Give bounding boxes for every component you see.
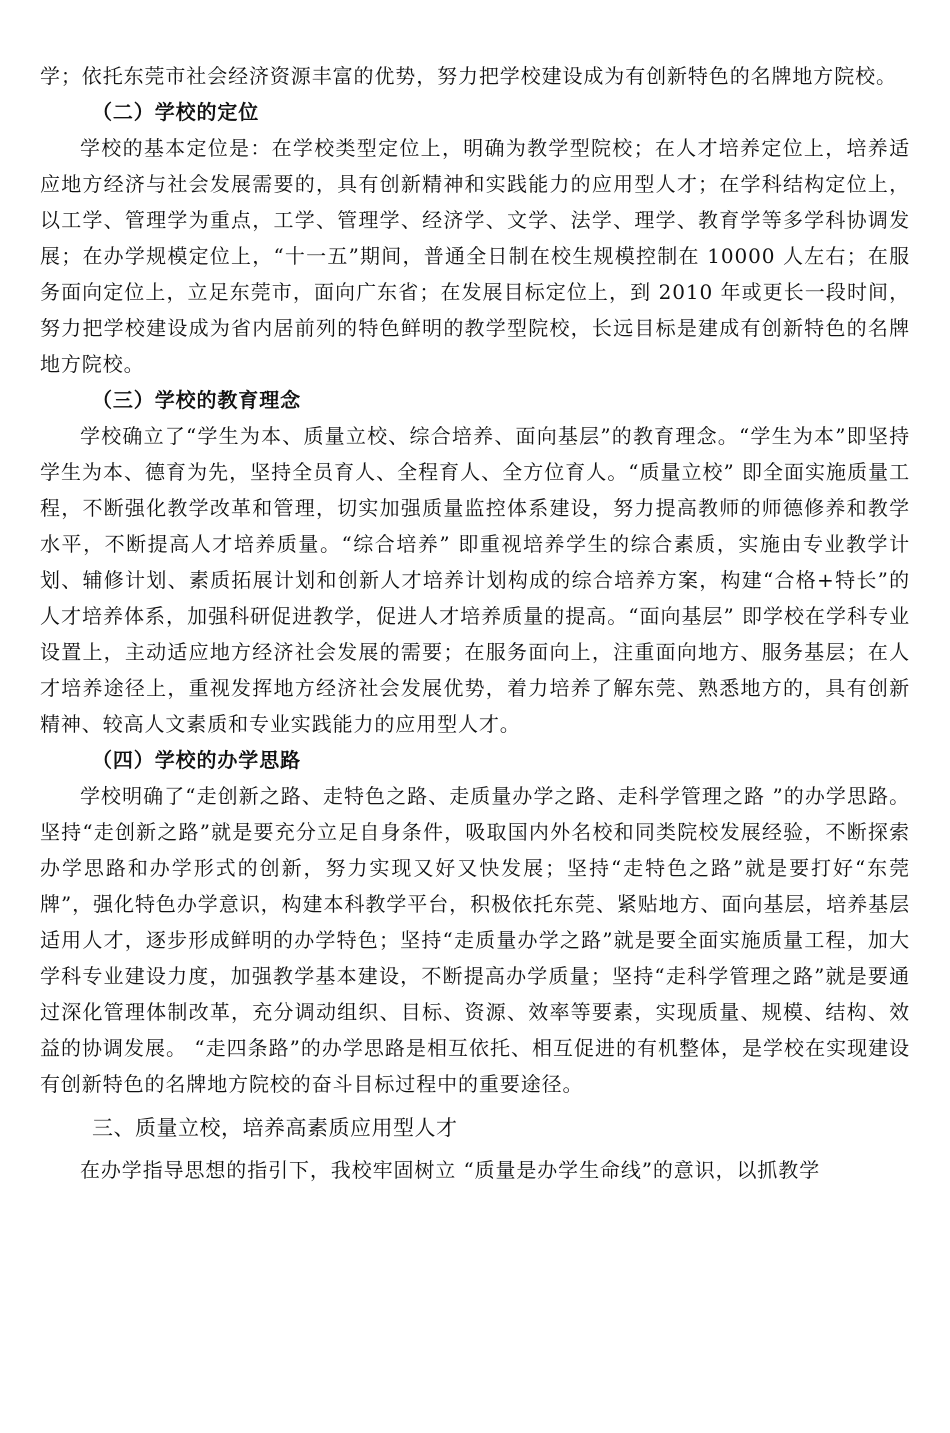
intro-paragraph: 学；依托东莞市社会经济资源丰富的优势，努力把学校建设成为有创新特色的名牌地方院校。 — [40, 64, 897, 88]
positioning-paragraph: 学校的基本定位是：在学校类型定位上，明确为教学型院校；在人才培养定位上，培养适应地方经济与社会发展需要的，具有创新精神和实践能力的应用型人才；在学科结构定位上，以工学、管理学为重点，工学、管理学、经济学、文学、法学、理学、教育学等多学科协调发展；在办学规模定位上，“十一五”期间，普通全日制在校生规模控制在 10000 人左右；在服务面向定位上，立足东莞市，面向广东省；在发展目标定位上，到 2010 年或更长一段时间，努力把学校建设成为省内居前列的特色鲜明的教学型院校，长远目标是建成有创新特色的名牌地方院校。 — [40, 136, 910, 376]
education-philosophy-paragraph: 学校确立了“学生为本、质量立校、综合培养、面向基层”的教育理念。“学生为本”即坚持学生为本、德育为先，坚持全员育人、全程育人、全方位育人。“质量立校” 即全面实施质量工程，不断强化教学改革和管理，切实加强质量监控体系建设，努力提高教师的师德修养和教学水平，不断提高人才培养质量。“综合培养” 即重视培养学生的综合素质，实施由专业教学计划、辅修计划、素质拓展计划和创新人才培养计划构成的综合培养方案，构建“合格+特长”的人才培养体系，加强科研促进教学，促进人才培养质量的提高。“面向基层” 即学校在学科专业设置上，主动适应地方经济社会发展的需要；在服务面向上，注重面向地方、服务基层；在人才培养途径上，重视发挥地方经济社会发展优势，着力培养了解东莞、熟悉地方的，具有创新精神、较高人文素质和专业实践能力的应用型人才。 — [40, 424, 910, 736]
heading-positioning: （二）学校的定位 — [92, 100, 260, 124]
heading-school-running-ideas: （四）学校的办学思路 — [92, 748, 301, 772]
school-running-ideas-paragraph: 学校明确了“走创新之路、走特色之路、走质量办学之路、走科学管理之路 ”的办学思路。坚持“走创新之路”就是要充分立足自身条件，吸取国内外名校和同类院校发展经验，不断探索办学思路和办学形式的创新，努力实现又好又快发展；坚持“走特色之路”就是要打好“东莞牌”，强化特色办学意识，构建本科教学平台，积极依托东莞、紧贴地方、面向基层，培养基层适用人才，逐步形成鲜明的办学特色；坚持“走质量办学之路”就是要全面实施质量工程，加大学科专业建设力度，加强教学基本建设，不断提高办学质量；坚持“走科学管理之路”就是要通过深化管理体制改革，充分调动组织、目标、资源、效率等要素，实现质量、规模、结构、效益的协调发展。 “走四条路”的办学思路是相互依托、相互促进的有机整体，是学校在实现建设有创新特色的名牌地方院校的奋斗目标过程中的重要途径。 — [40, 784, 910, 1096]
heading-education-philosophy: （三）学校的教育理念 — [92, 388, 301, 412]
section-three-title: 三、质量立校，培养高素质应用型人才 — [92, 1116, 458, 1140]
section-three-paragraph: 在办学指导思想的指引下，我校牢固树立 “质量是办学生命线”的意识，以抓教学 — [80, 1158, 821, 1182]
